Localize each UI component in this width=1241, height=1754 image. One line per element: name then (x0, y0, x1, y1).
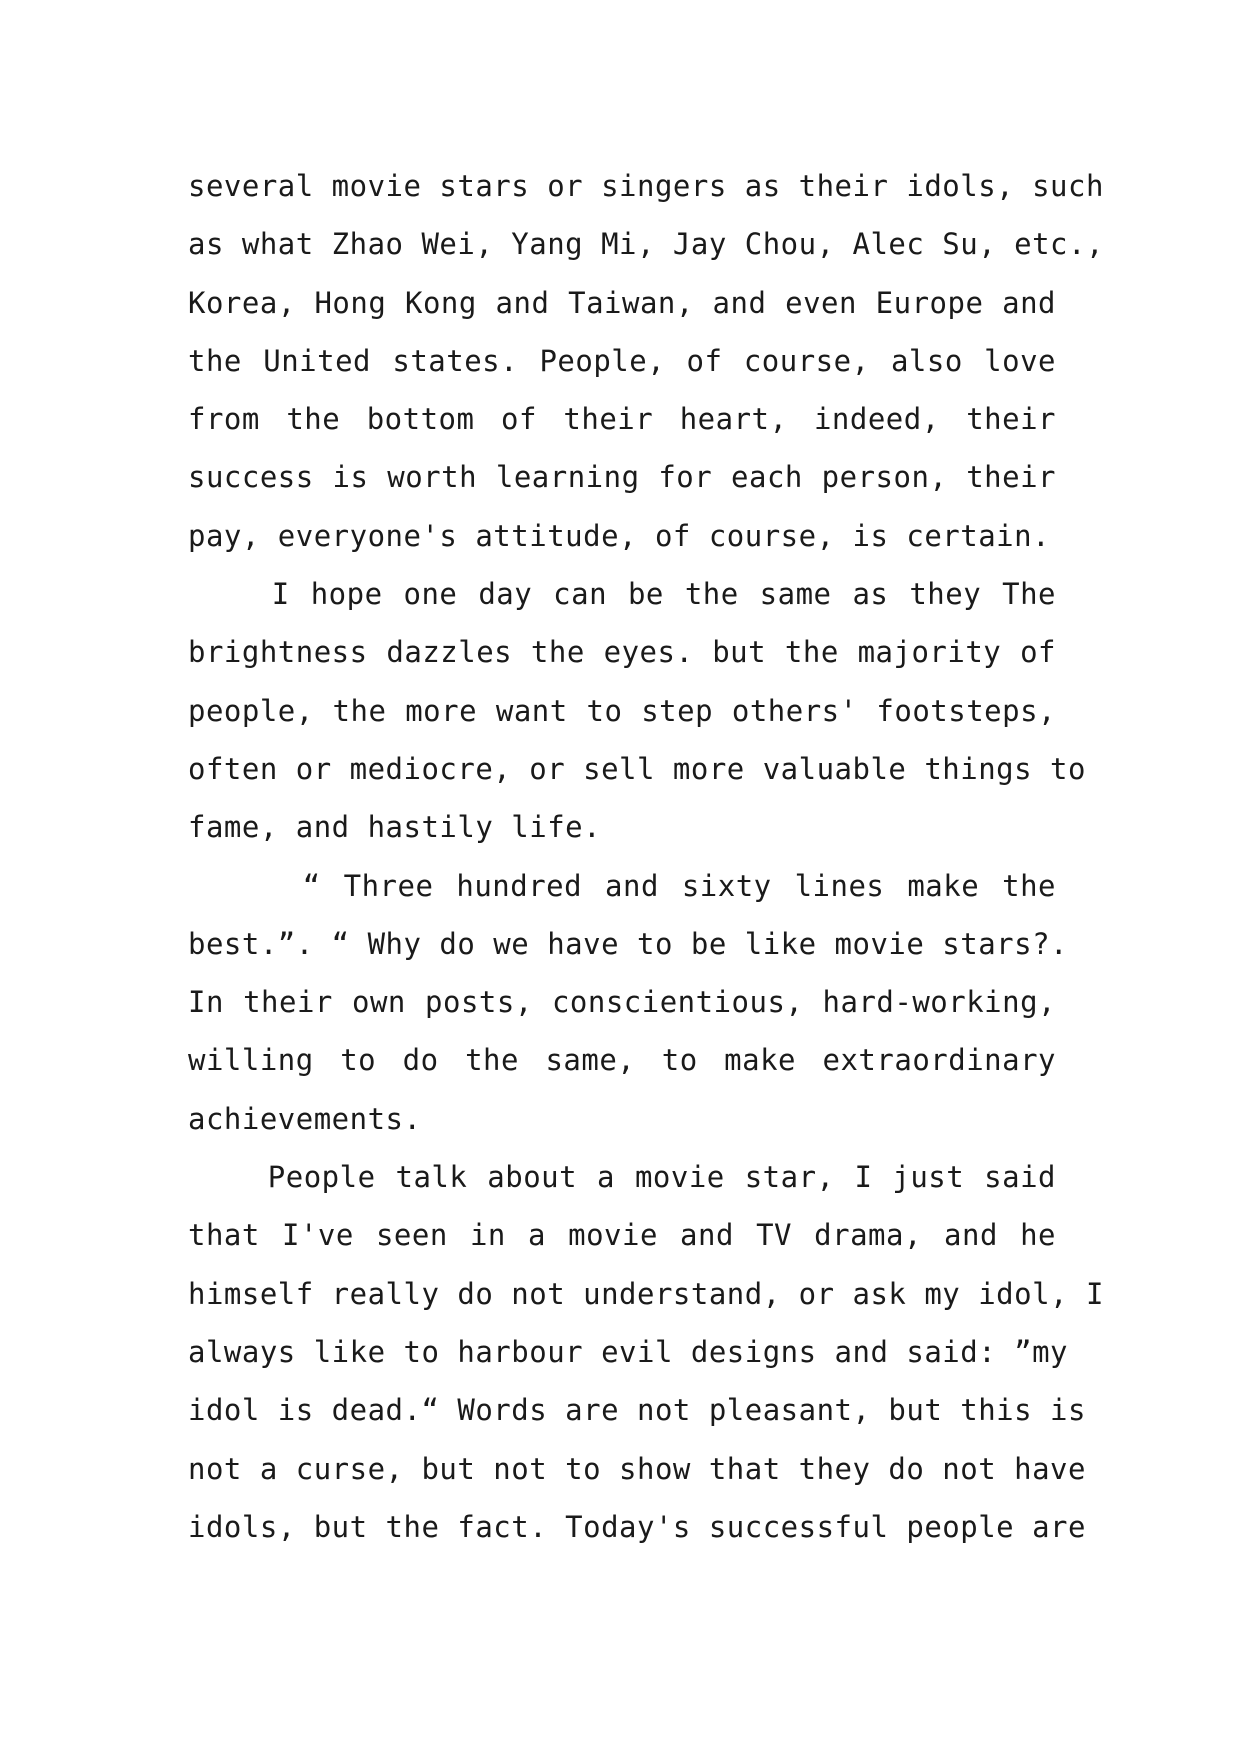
text-line: In their own posts, conscientious, hard-working, (188, 985, 1056, 1020)
text-line: himself really do not understand, or ask my idol, I (188, 1276, 1104, 1311)
text-line: idol is dead.“ Words are not pleasant, but this is (188, 1393, 1086, 1428)
text-line: I hope one day can be the same as they The (188, 577, 1056, 612)
text-line: People talk about a movie star, I just said (188, 1160, 1056, 1195)
text-line: success is worth learning for each person, their (188, 460, 1056, 495)
text-line: several movie stars or singers as their idols, such (188, 169, 1104, 203)
text-line: “ Three hundred and sixty lines make the (188, 868, 1056, 903)
text-line: often or mediocre, or sell more valuable things to (188, 751, 1086, 786)
text-line: always like to harbour evil designs and said: ”my (188, 1334, 1069, 1369)
text-line: not a curse, but not to show that they do not have (188, 1451, 1086, 1486)
text-line: brightness dazzles the eyes. but the majority of (188, 635, 1056, 670)
text-line: that I've seen in a movie and TV drama, and he (188, 1218, 1056, 1253)
text-line: the United states. People, of course, also love (188, 343, 1056, 378)
text-line: from the bottom of their heart, indeed, their (188, 402, 1056, 437)
text-line: idols, but the fact. Today's successful people are (188, 1509, 1086, 1544)
text-line: as what Zhao Wei, Yang Mi, Jay Chou, Alec Su, etc., (188, 227, 1104, 262)
text-line: pay, everyone's attitude, of course, is certain. (188, 518, 1051, 553)
text-line: Korea, Hong Kong and Taiwan, and even Europe and (188, 285, 1056, 320)
text-line: achievements. (188, 1101, 422, 1136)
text-line: people, the more want to step others' footsteps, (188, 693, 1056, 728)
text-line: best.”. “ Why do we have to be like movie stars?. (188, 926, 1069, 961)
text-line: fame, and hastily life. (188, 810, 602, 845)
text-line: willing to do the same, to make extraordinary (188, 1043, 1056, 1078)
body-text (188, 162, 1104, 1561)
